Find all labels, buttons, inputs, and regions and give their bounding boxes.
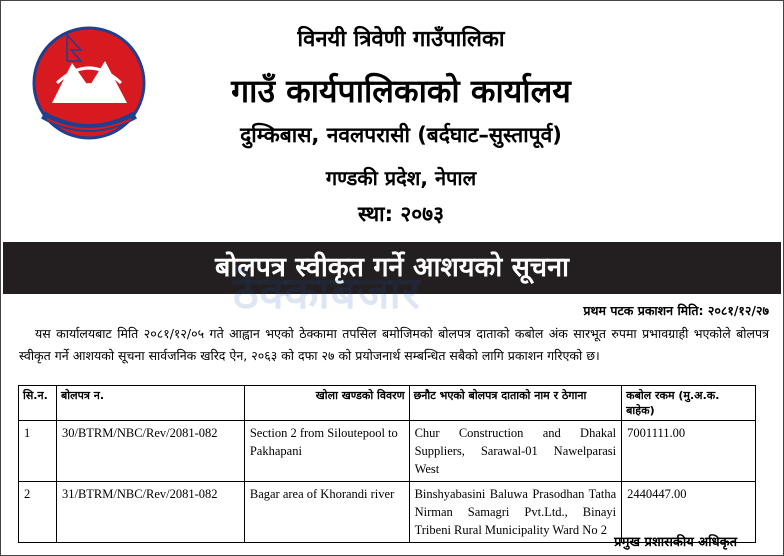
col-header-sn: सि.न. xyxy=(19,386,57,421)
table-row xyxy=(19,421,756,482)
cell-sn: 1 xyxy=(19,421,57,482)
province-line: गण्डकी प्रदेश, नेपाल xyxy=(325,166,477,190)
bid-table xyxy=(18,385,756,543)
cell-sn: 2 xyxy=(19,482,57,543)
cell-bidder: Chur Construction and Dhakal Suppliers, Sarawal-01 Nawelparasi West xyxy=(409,421,622,482)
nepal-emblem-icon xyxy=(27,23,151,143)
municipality-name: विनयी त्रिवेणी गाउँपालिका xyxy=(297,27,505,52)
watermark: ठेक्काबजार xyxy=(233,268,421,319)
cell-bid-no: 30/BTRM/NBC/Rev/2081-082 xyxy=(56,421,244,482)
cell-amount: 7001111.00 xyxy=(622,421,756,482)
office-name: गाउँ कार्यपालिकाको कार्यालय xyxy=(231,72,571,110)
table-header-row xyxy=(19,386,756,421)
cell-amount: 2440447.00 xyxy=(622,482,756,543)
col-header-bidder: छनौट भएको बोलपत्र दाताको नाम र ठेगाना xyxy=(409,386,622,421)
notice-title-banner: बोलपत्र स्वीकृत गर्ने आशयको सूचना xyxy=(3,242,781,294)
cell-section: Bagar area of Khorandi river xyxy=(244,482,409,543)
col-header-amount: कबोल रकम (मु.अ.क. बाहेक) xyxy=(622,386,756,421)
col-header-section: खोला खण्डको विवरण xyxy=(244,386,409,421)
col-header-bid-no: बोलपत्र न. xyxy=(56,386,244,421)
cell-bid-no: 31/BTRM/NBC/Rev/2081-082 xyxy=(56,482,244,543)
intro-paragraph: यस कार्यालयबाट मिति २०८१/१२/०५ गते आह्वान भएको ठेक्कामा तपसिल बमोजिमको बोलपत्र दाताको कबोल अंक सारभूत रुपमा प्रभावग्राही भएकोले बोलपत्र स्वीकृत गर्ने आशयको सूचना सार्वजनिक खरिद ऐन, २०६३ को दफा २७ को प्रयोजनार्थ सम्बन्धित सबैको लागि प्रकाशन गरिएको छ। xyxy=(19,326,769,363)
signature-title: प्रमुख प्रशासकीय अधिकृत xyxy=(614,535,737,550)
cell-bidder: Binshyabasini Baluwa Prasodhan Tatha Nirman Samagri Pvt.Ltd., Binayi Tribeni Rural Municipality Ward No 2 xyxy=(409,482,622,543)
established-line: स्था: २०७३ xyxy=(358,202,444,226)
address-line: दुम्किबास, नवलपरासी (बर्दघाट–सुस्तापूर्व) xyxy=(240,123,562,147)
publication-date: प्रथम पटक प्रकाशन मिति: २०८१/१२/२७ xyxy=(583,303,769,318)
cell-section: Section 2 from Siloutepool to Pakhapani xyxy=(244,421,409,482)
